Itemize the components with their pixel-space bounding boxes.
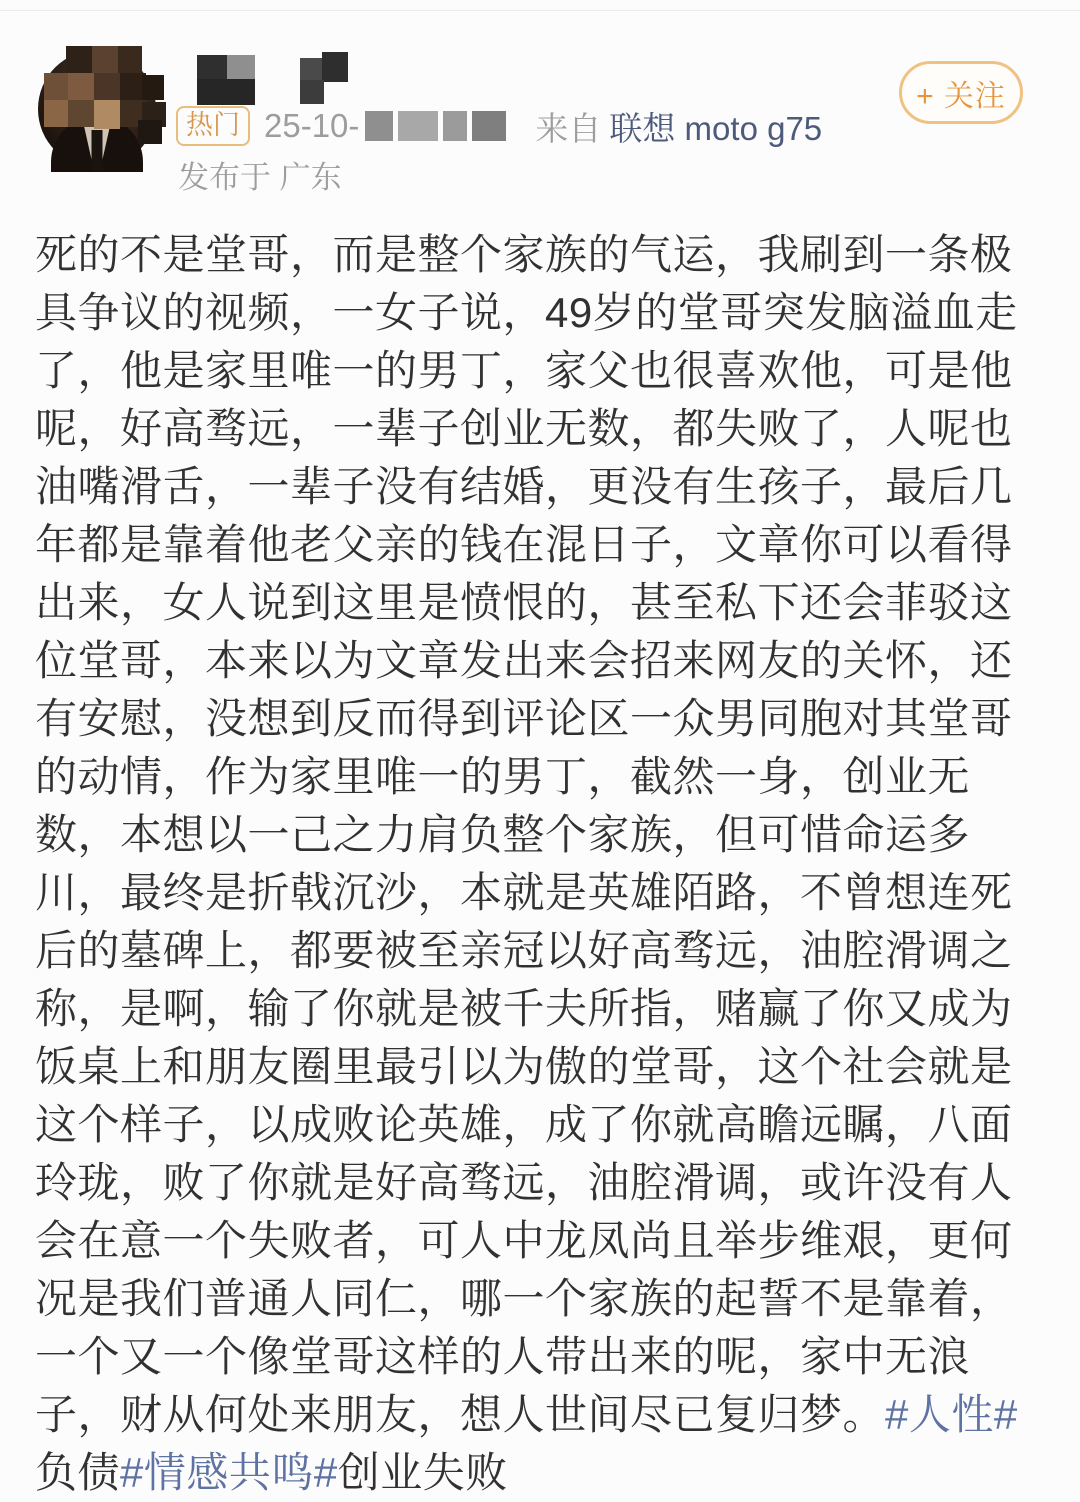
mosaic-block bbox=[472, 111, 506, 141]
hot-badge: 热门 bbox=[176, 106, 250, 146]
mosaic-block bbox=[300, 80, 324, 104]
timestamp bbox=[264, 107, 521, 145]
username-redacted[interactable] bbox=[195, 52, 365, 108]
mosaic-block bbox=[227, 55, 255, 81]
mosaic-block bbox=[68, 73, 94, 100]
mosaic-block bbox=[443, 111, 467, 141]
post-source bbox=[535, 103, 822, 150]
hashtag-link-qinggan[interactable]: #情感共鸣# bbox=[120, 1449, 338, 1496]
avatar[interactable] bbox=[38, 46, 158, 166]
mosaic-block bbox=[68, 100, 94, 127]
mosaic-block bbox=[44, 73, 68, 100]
mosaic-block bbox=[94, 73, 120, 100]
mosaic-block bbox=[300, 58, 324, 82]
mosaic-block bbox=[197, 55, 227, 81]
post-body-text: 死的不是堂哥，而是整个家族的气运，我刷到一条极具争议的视频，一女子说，49岁的堂哥突发脑溢血走了，他是家里唯一的男丁，家父也很喜欢他，可是他呢，好高骛远，一辈子创业无数，都失败了，人呢也油嘴滑舌，一辈子没有结婚，更没有生孩子，最后几年都是靠着他老父亲的钱在混日子，文章你可以看得出来，女人说到这里是愤恨的，甚至私下还会菲驳这位堂哥，本来以为文章发出来会招来网友的关怀，还有安慰，没想到反而得到评论区一众男同胞对其堂哥的动情，作为家里唯一的男丁，截然一身，创业无数，本想以一己之力肩负整个家族，但可惜命运多川，最终是折戟沉沙，本就是英雄陌路，不曾想连死后的墓碑上，都要被至亲冠以好高骛远，油腔滑调之称，是啊，输了你就是被千夫所指，赌赢了你又成为饭桌上和朋友圈里最引以为傲的堂哥，这个社会就是这个样子，以成败论英雄，成了你就高瞻远瞩，八面玲珑，败了你就是好高骛远，油腔滑调，或许没有人会在意一个失败者，可人中龙凤尚且举步维艰，更何况是我们普通人同仁，哪一个家族的起誓不是靠着，一个又一个像堂哥这样的人带出来的呢，家中无浪子，财从何处来朋友，想人世间尽已复归梦。 bbox=[35, 231, 1018, 1438]
mosaic-block bbox=[66, 46, 92, 73]
mosaic-block bbox=[197, 79, 255, 105]
source-prefix: 来自 bbox=[535, 109, 602, 147]
mosaic-block bbox=[142, 75, 164, 100]
mosaic-block bbox=[138, 120, 162, 144]
card-top-divider bbox=[0, 10, 1080, 11]
tie-silhouette bbox=[92, 130, 103, 170]
post-body-segment: 负债 bbox=[35, 1449, 121, 1496]
mosaic-block bbox=[398, 111, 438, 141]
mosaic-block bbox=[44, 100, 68, 127]
timestamp-visible: 25-10- bbox=[264, 107, 360, 144]
post-body-segment: 创业失败 bbox=[337, 1449, 508, 1496]
mosaic-block bbox=[92, 46, 118, 73]
mosaic-block bbox=[365, 111, 393, 141]
mosaic-block bbox=[94, 100, 120, 129]
device-link[interactable]: 联想 moto g75 bbox=[609, 109, 823, 147]
mosaic-block bbox=[322, 52, 348, 82]
mosaic-block bbox=[118, 46, 142, 73]
follow-button-label: + 关注 bbox=[916, 79, 1006, 113]
follow-button[interactable] bbox=[899, 61, 1023, 124]
post-body bbox=[35, 226, 1049, 1502]
timestamp-mosaic bbox=[365, 111, 511, 141]
post-meta-row bbox=[176, 104, 822, 148]
post-location: 发布于 广东 bbox=[178, 160, 342, 195]
hashtag-link-renxing[interactable]: #人性# bbox=[885, 1391, 1018, 1438]
